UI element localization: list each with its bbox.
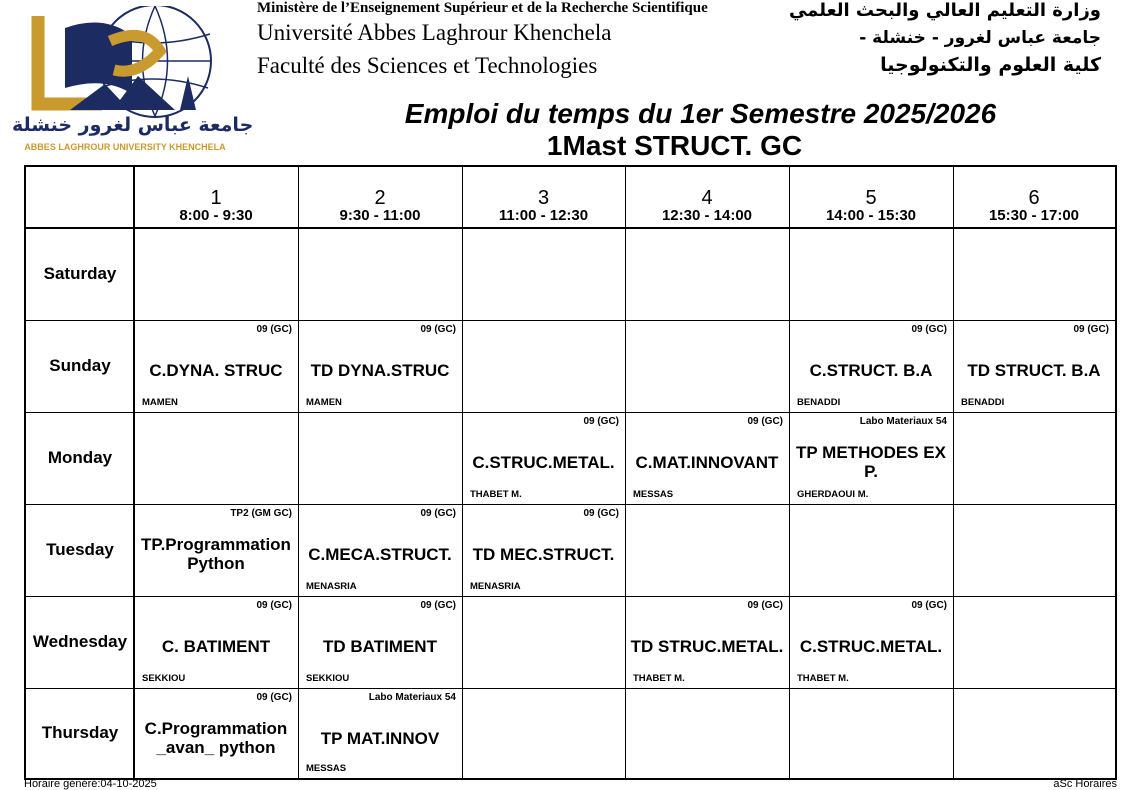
session-room: 09 (GC) bbox=[420, 508, 456, 519]
session-teacher: MENASRIA bbox=[470, 581, 521, 592]
day-label: Monday bbox=[47, 448, 113, 467]
university-name-ar: جامعة عباس لغرور - خنشلة - bbox=[859, 28, 1101, 48]
session-course: C.STRUCT. B.A bbox=[809, 360, 933, 380]
session-course: TP METHODES EXP. bbox=[796, 443, 946, 481]
session-cell[interactable] bbox=[625, 412, 789, 504]
period-time: 15:30 - 17:00 bbox=[988, 207, 1080, 224]
period-time: 8:00 - 9:30 bbox=[179, 207, 253, 224]
session-course: C.DYNA. STRUC bbox=[149, 360, 283, 380]
generated-date: Horaire généré:04-10-2025 bbox=[24, 778, 157, 790]
period-header bbox=[953, 167, 1115, 228]
day-row-header bbox=[26, 228, 134, 320]
session-cell[interactable] bbox=[134, 688, 298, 778]
day-row-header bbox=[26, 596, 134, 688]
grid-column-divider bbox=[953, 167, 954, 778]
session-room: 09 (GC) bbox=[256, 600, 292, 611]
session-cell[interactable] bbox=[134, 320, 298, 412]
period-time: 9:30 - 11:00 bbox=[339, 207, 421, 224]
session-teacher: THABET M. bbox=[797, 673, 849, 684]
session-room: 09 (GC) bbox=[256, 692, 292, 703]
logo-english-name: ABBES LAGHROUR UNIVERSITY KHENCHELA bbox=[24, 142, 226, 152]
session-room: 09 (GC) bbox=[420, 600, 456, 611]
session-cell[interactable] bbox=[789, 596, 953, 688]
faculty-name-ar: كلية العلوم والتكنولوجيا bbox=[880, 54, 1101, 76]
session-room: 09 (GC) bbox=[747, 600, 783, 611]
session-room: 09 (GC) bbox=[1073, 324, 1109, 335]
session-cell[interactable] bbox=[953, 320, 1115, 412]
day-label: Tuesday bbox=[46, 540, 114, 559]
session-course: C. BATIMENT bbox=[161, 636, 271, 656]
period-time: 12:30 - 14:00 bbox=[661, 207, 753, 224]
session-cell[interactable] bbox=[789, 412, 953, 504]
session-cell[interactable] bbox=[462, 412, 625, 504]
timetable-grid bbox=[24, 165, 1117, 780]
session-teacher: BENADDI bbox=[797, 397, 841, 408]
session-cell[interactable] bbox=[625, 596, 789, 688]
session-cell[interactable] bbox=[134, 504, 298, 596]
faculty-name-fr: Faculté des Sciences et Technologies bbox=[257, 53, 598, 78]
session-room: 09 (GC) bbox=[420, 324, 456, 335]
period-header bbox=[625, 167, 789, 228]
session-course: C.Programmation _avan_ python bbox=[144, 719, 288, 757]
session-teacher: THABET M. bbox=[470, 489, 522, 500]
session-course: C.MAT.INNOVANT bbox=[635, 452, 779, 472]
session-course: TD DYNA.STRUC bbox=[310, 360, 450, 380]
session-course: TD STRUC.METAL. bbox=[630, 636, 784, 656]
session-course: TP.Programmation Python bbox=[141, 535, 291, 573]
session-room: 09 (GC) bbox=[747, 416, 783, 427]
session-cell[interactable] bbox=[298, 320, 462, 412]
period-number: 6 bbox=[1028, 187, 1040, 209]
session-cell[interactable] bbox=[298, 504, 462, 596]
session-teacher: SEKKIOU bbox=[306, 673, 350, 684]
session-teacher: GHERDAOUI M. bbox=[797, 489, 869, 500]
day-row-header bbox=[26, 412, 134, 504]
session-teacher: MAMEN bbox=[142, 397, 178, 408]
timetable-title: Emploi du temps du 1er Semestre 2025/2026 bbox=[404, 98, 997, 129]
period-number: 4 bbox=[701, 187, 713, 209]
session-room: 09 (GC) bbox=[911, 324, 947, 335]
day-label: Thursday bbox=[41, 723, 119, 742]
day-label: Sunday bbox=[49, 356, 111, 375]
period-number: 3 bbox=[537, 187, 550, 209]
period-header bbox=[134, 167, 298, 228]
session-course: TD STRUCT. B.A bbox=[967, 360, 1101, 380]
session-room: 09 (GC) bbox=[256, 324, 292, 335]
period-header bbox=[789, 167, 953, 228]
period-time: 14:00 - 15:30 bbox=[825, 207, 917, 224]
session-cell[interactable] bbox=[298, 596, 462, 688]
session-teacher: THABET M. bbox=[633, 673, 685, 684]
session-teacher: MENASRIA bbox=[306, 581, 357, 592]
session-cell[interactable] bbox=[462, 504, 625, 596]
session-cell[interactable] bbox=[789, 320, 953, 412]
session-course: C.STRUC.METAL. bbox=[472, 452, 615, 472]
session-cell[interactable] bbox=[134, 596, 298, 688]
session-room: TP2 (GM GC) bbox=[230, 508, 292, 519]
day-label: Wednesday bbox=[32, 632, 128, 651]
period-time: 11:00 - 12:30 bbox=[498, 207, 589, 224]
ministry-name-fr: Ministère de l’Enseignement Supérieur et de la Recherche Scientifique bbox=[257, 0, 708, 16]
period-number: 2 bbox=[374, 187, 386, 209]
session-room: 09 (GC) bbox=[583, 508, 619, 519]
session-course: TD BATIMENT bbox=[323, 636, 437, 656]
university-name-fr: Université Abbes Laghrour Khenchela bbox=[257, 20, 612, 45]
day-row-header bbox=[26, 320, 134, 412]
session-room: Labo Materiaux 54 bbox=[859, 416, 947, 427]
period-header bbox=[298, 167, 462, 228]
session-room: 09 (GC) bbox=[583, 416, 619, 427]
session-cell[interactable] bbox=[298, 688, 462, 778]
session-course: TD MEC.STRUCT. bbox=[472, 544, 615, 564]
period-header bbox=[462, 167, 625, 228]
session-teacher: MAMEN bbox=[306, 397, 342, 408]
timetable-group: 1Mast STRUCT. GC bbox=[546, 130, 803, 161]
session-teacher: SEKKIOU bbox=[142, 673, 186, 684]
day-label: Saturday bbox=[43, 264, 117, 283]
software-credit: aSc Horaires bbox=[1053, 778, 1117, 790]
session-teacher: MESSAS bbox=[306, 763, 347, 774]
ministry-name-ar: وزارة التعليم العالي والبحث العلمي bbox=[788, 0, 1101, 21]
logo-arabic-name: جامعة عباس لغرور خنشلة bbox=[12, 114, 254, 136]
session-course: C.STRUC.METAL. bbox=[799, 636, 943, 656]
day-row-header bbox=[26, 504, 134, 596]
session-teacher: MESSAS bbox=[633, 489, 674, 500]
period-number: 1 bbox=[210, 187, 222, 209]
day-row-header bbox=[26, 688, 134, 778]
session-teacher: BENADDI bbox=[961, 397, 1005, 408]
session-room: Labo Materiaux 54 bbox=[368, 692, 456, 703]
session-course: TP MAT.INNOV bbox=[320, 728, 440, 748]
session-room: 09 (GC) bbox=[911, 600, 947, 611]
session-course: C.MECA.STRUCT. bbox=[308, 544, 452, 564]
period-number: 5 bbox=[865, 187, 877, 209]
